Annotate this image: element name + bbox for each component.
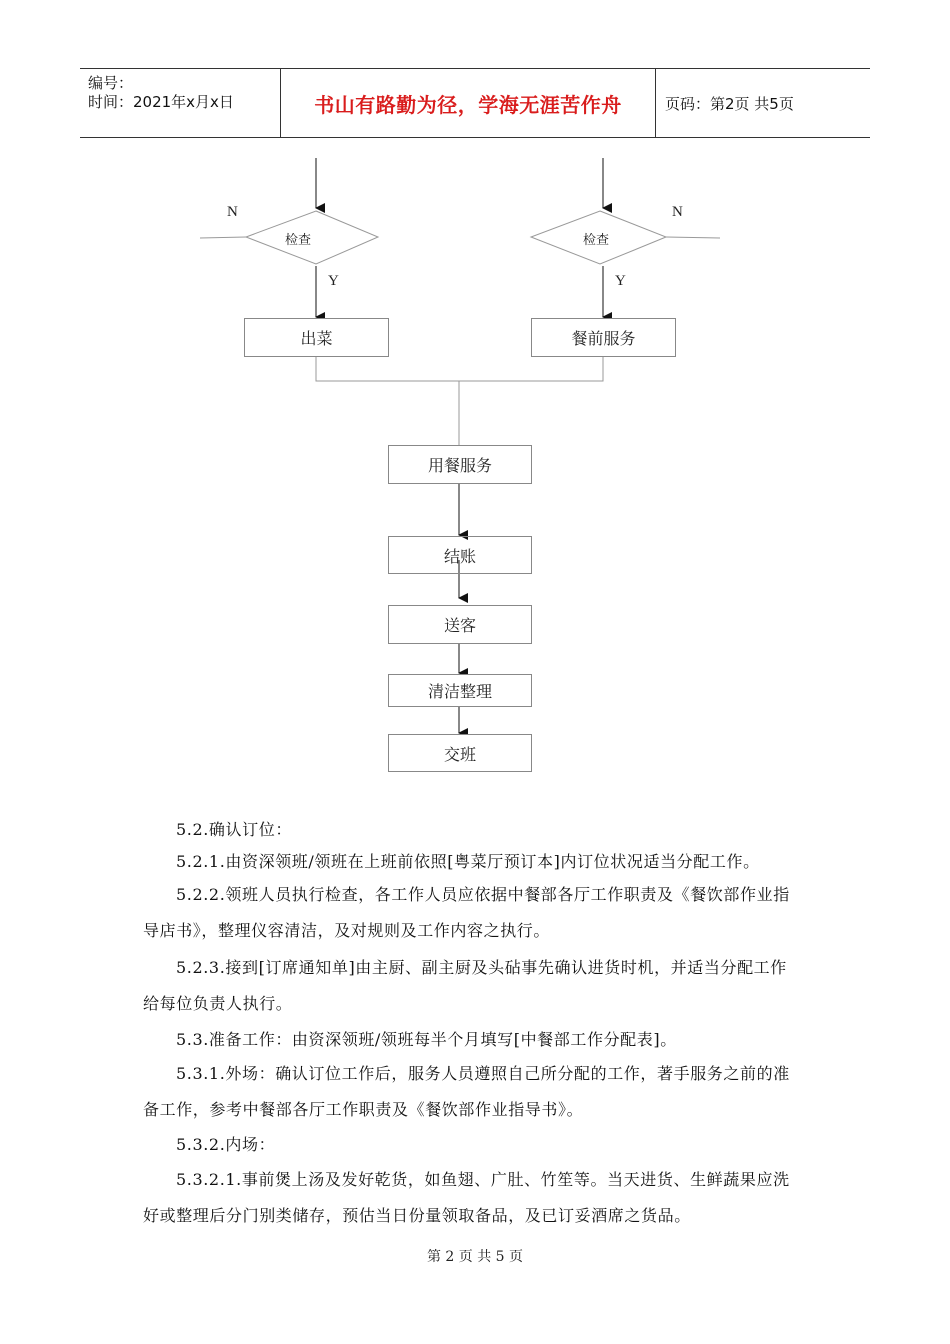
para-line: 5.2.1.由资深领班/领班在上班前依照[粤菜厅预订本]内订位状况适当分配工作。 bbox=[176, 852, 760, 871]
node-cleanup: 清洁整理 bbox=[388, 674, 532, 707]
node-see-off: 送客 bbox=[388, 605, 532, 644]
document-number-label: 编号： bbox=[88, 74, 134, 92]
para-line: 5.3.2.1.事前煲上汤及发好乾货，如鱼翅、广肚、竹笙等。当天进货、生鲜蔬果应洗 bbox=[176, 1170, 790, 1189]
para-line: 5.3.1.外场：确认订位工作后，服务人员遵照自己所分配的工作，著手服务之前的准 bbox=[176, 1064, 790, 1083]
paragraph-5-2-2 bbox=[143, 877, 803, 949]
paragraph-5-2-1 bbox=[143, 844, 803, 880]
right-no-label: N bbox=[672, 204, 683, 220]
node-checkout: 结账 bbox=[388, 536, 532, 574]
para-line: 给每位负责人执行。 bbox=[143, 994, 293, 1013]
node-shift-handover: 交班 bbox=[388, 734, 532, 772]
para-line: 导店书》，整理仪容清洁，及对规则及工作内容之执行。 bbox=[143, 921, 551, 940]
document-date-label: 时间：2021年x月x日 bbox=[88, 93, 234, 111]
paragraph-5-3-2-1 bbox=[143, 1162, 803, 1234]
left-check-label: 检查 bbox=[285, 233, 312, 248]
right-no-line bbox=[666, 237, 720, 238]
section-5-2-heading bbox=[143, 812, 803, 848]
para-line: 5.2.确认订位： bbox=[176, 820, 292, 839]
header-page-info: 页码：第2页 共5页 bbox=[665, 94, 794, 113]
para-line: 备工作，参考中餐部各厅工作职责及《餐饮部作业指导书》。 bbox=[143, 1100, 584, 1119]
page-footer: 第 2 页 共 5 页 bbox=[426, 1249, 524, 1265]
header-motto: 书山有路勤为径，学海无涯苦作舟 bbox=[314, 92, 622, 117]
section-5-3-heading bbox=[143, 1022, 803, 1058]
node-pre-meal-service: 餐前服务 bbox=[531, 318, 676, 357]
left-yes-label: Y bbox=[328, 273, 339, 289]
section-5-3-2-heading bbox=[143, 1127, 803, 1163]
para-line: 好或整理后分门别类储存，预估当日份量领取备品，及已订妥酒席之货品。 bbox=[143, 1206, 691, 1225]
merge-connector bbox=[316, 356, 603, 381]
node-serve-dish: 出菜 bbox=[244, 318, 389, 357]
paragraph-5-3-1 bbox=[143, 1056, 803, 1128]
node-dining-service: 用餐服务 bbox=[388, 445, 532, 484]
left-no-label: N bbox=[227, 204, 238, 220]
paragraph-5-2-3 bbox=[143, 950, 803, 1022]
para-line: 5.2.3.接到[订席通知单]由主厨、副主厨及头砧事先确认进货时机，并适当分配工作 bbox=[176, 958, 787, 977]
right-yes-label: Y bbox=[615, 273, 626, 289]
left-check-diamond bbox=[246, 211, 378, 264]
para-line: 5.3.准备工作：由资深领班/领班每半个月填写[中餐部工作分配表]。 bbox=[176, 1030, 677, 1049]
left-no-line bbox=[200, 237, 246, 238]
para-line: 5.2.2.领班人员执行检查，各工作人员应依据中餐部各厅工作职责及《餐饮部作业指 bbox=[176, 885, 790, 904]
right-check-label: 检查 bbox=[583, 233, 610, 248]
para-line: 5.3.2.内场： bbox=[176, 1135, 276, 1154]
